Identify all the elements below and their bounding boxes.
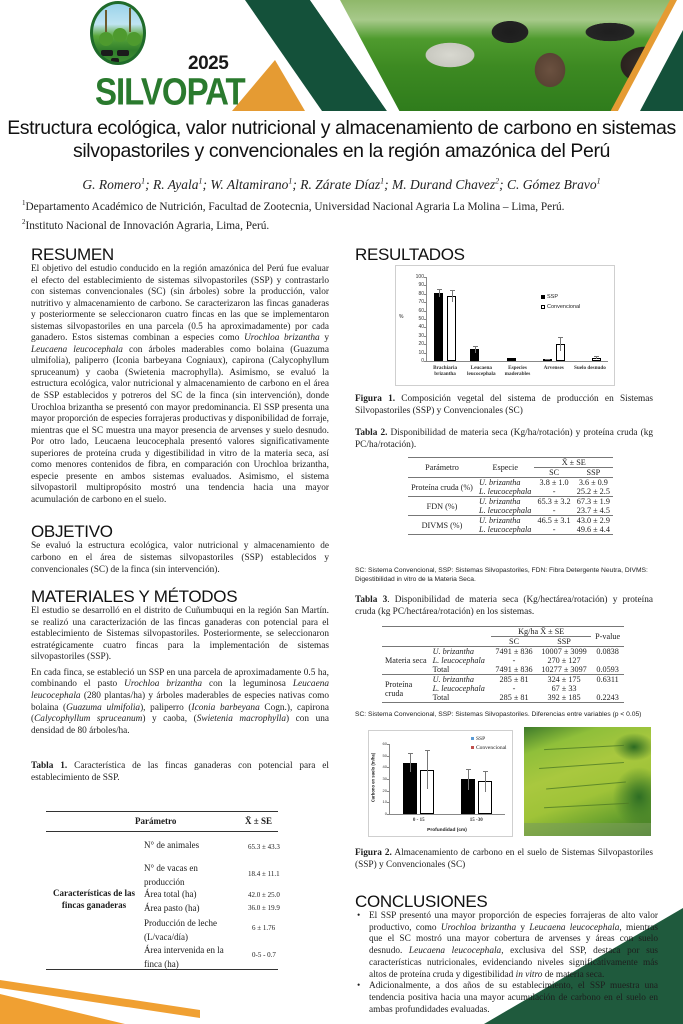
y-tick-label: 60: [418, 307, 424, 314]
y-tick-label: 40: [382, 764, 387, 770]
y-tick-label: 40: [418, 324, 424, 331]
figura2-caption: Figura 2. Almacenamiento de carbono en el suelo de Sistemas Silvopastoriles (SSP) y Convencionales (SC): [355, 848, 653, 870]
tabla1-group-label: Características de las fincas ganaderas: [53, 888, 135, 910]
metodos-para-1: El estudio se desarrolló en el distrito de Cuñumbuqui en la región San Martín. se realizó una caracterización de las fincas ganaderas con potencial para el establecimiento de Sistemas silvopastoriles. Posteriormente, se seleccionaron estratégicamente cuatro fincas para la implementación de sistemas silvopastoriles (SSP).: [31, 606, 329, 663]
tabla1-param: Área pasto (ha): [144, 903, 200, 913]
table-row: Total 7491 ± 836 10277 ± 3097 0.0593: [382, 665, 624, 675]
title-line-2: silvopastoriles y convencionales en la región amazónica del Perú: [73, 140, 610, 162]
figura1-caption: Figura 1. Composición vegetal del sistema de producción en Sistemas Silvopastoriles (SSP) y Convencionales (SC): [355, 394, 653, 416]
tabla2-header-sc: SC: [549, 468, 560, 477]
figura1-legend-ssp: SSP: [541, 294, 558, 300]
tabla2-header-param: Parámetro: [425, 463, 459, 472]
table-row: L. leucocephala - 67 ± 33: [432, 684, 577, 693]
figura1-legend-conv: Convencional: [541, 304, 580, 310]
objetivo-text: Se evaluó la estructura ecológica, valor nutricional y almacenamiento de carbono en el área de sistemas silvopastoriles (SSP) establecidos y convencionales (SC) de la finca (sin intervención).: [31, 541, 329, 575]
tabla1-header-value: X̄ ± SE: [245, 816, 272, 826]
tabla3-header-p: P-value: [595, 632, 621, 641]
tabla2-caption: Tabla 2. Disponibilidad de materia seca (Kg/ha/rotación) y proteína cruda (kg PC/ha/rotación).: [355, 428, 653, 450]
tabla1-param: N° de vacas en producción: [144, 863, 198, 887]
tabla1-caption: Tabla 1. Característica de las fincas ganaderas con potencial para el establecimiento de SSP.: [31, 761, 329, 783]
table-row: DIVMS (%) U. brizantha 46.5 ± 3.1 43.0 ± 2.9: [421, 516, 610, 530]
author: M. Durand Chavez$^2$;: [392, 176, 508, 192]
resumen-heading: RESUMEN: [31, 245, 114, 264]
logo-year: 2025: [188, 53, 229, 74]
y-tick-label: 10: [418, 349, 424, 356]
table-row: L. leucocephala - 49.6 ± 4.4: [408, 525, 613, 535]
tabla1-value: 6 ± 1.76: [252, 924, 276, 932]
x-category-label: 15 -30: [469, 818, 483, 823]
tabla1-value: 65.3 ± 43.3: [248, 843, 280, 851]
affiliation-2: $^2$Instituto Nacional de Innovación Agraria, Lima, Perú.: [22, 218, 270, 232]
tabla3-header-group: Kg/ha X̄ ± SE: [491, 627, 591, 637]
figura2-legend-conv: Convencional: [471, 745, 507, 751]
y-tick-label: 30: [418, 332, 424, 339]
resultados-heading: RESULTADOS: [355, 245, 465, 264]
table-row: FDN (%) U. brizantha 65.3 ± 3.2 67.3 ± 1.9: [426, 497, 610, 511]
conclusion-item: • Adicionalmente, a dos años de su establecimiento, el SSP muestra una tendencia positiva hacia una mayor acumulación de carbono en el suelo en ambas profundidades evaluadas.: [355, 981, 658, 1016]
tabla2-header-species: Especie: [492, 463, 518, 472]
tabla3-caption: Tabla 3. Disponibilidad de materia seca (Kg/hectárea/rotación) y proteína cruda (kg PC/hectárea/rotación) en los sistemas.: [355, 595, 653, 617]
y-tick-label: 0: [384, 811, 387, 816]
x-category-label: Especies maderables: [504, 365, 531, 377]
tabla1-param: Área total (ha): [144, 889, 197, 899]
author: R. Ayala$^1$;: [152, 176, 211, 192]
x-category-label: Arvenses: [543, 365, 564, 371]
tabla2-note: SC: Sistema Convencional, SSP: Sistemas Silvopastoriles, FDN: Fibra Detergente Neutra, DIVMS: Digestibilidad in vitro de la Materia Seca.: [355, 567, 648, 583]
figura2-xlabel: Profundidad (cm): [427, 828, 467, 833]
tabla1-param: Área intervenida en la finca (ha): [144, 945, 224, 969]
tabla1-param: N° de animales: [144, 840, 200, 850]
y-tick-label: 90: [418, 282, 424, 289]
table-row: Materia seca U. brizantha 7491 ± 836 10007 ± 3099 0.0838: [385, 647, 619, 665]
objetivo-heading: OBJETIVO: [31, 522, 113, 542]
figura2-legend-ssp: SSP: [471, 736, 485, 742]
title-line-1: Estructura ecológica, valor nutricional y almacenamiento de carbono en sistemas: [7, 117, 676, 139]
tabla2-header-ssp: SSP: [586, 468, 601, 477]
y-tick-label: 50: [418, 316, 424, 322]
x-category-label: Leucaena leucocephala: [467, 365, 496, 377]
y-tick-label: 30: [382, 776, 387, 781]
y-tick-label: 20: [382, 787, 387, 793]
x-category-label: Brachiaria brizantha: [433, 365, 458, 377]
tabla3-header-sc: SC: [509, 637, 520, 646]
figura1-ylabel: %: [399, 314, 404, 320]
tabla1-value: 36.0 ± 19.9: [248, 904, 280, 912]
tabla1-header-param: Parámetro: [135, 816, 177, 826]
tabla1-value: 18.4 ± 11.1: [248, 870, 280, 878]
y-tick-label: 60: [382, 741, 387, 746]
conclusiones-list: [355, 911, 658, 1016]
metodos-para-2: En cada finca, se estableció un SSP en una parcela de aproximadamente 0.5 ha, combinando el pasto Urochloa brizantha con la leguminosa Leucaena leucocephala (280 plantas/ha) y árboles maderables de especies nativas como bolaina (Guazuma ulmifolia), paliperro (Iconia barbeyana Cogn.), capirona (Calycophyllum spruceanum) y caoba, (Swietenia macrophylla) con una densidad de 80 árboles/ha.: [31, 667, 330, 736]
y-tick-label: 80: [418, 290, 424, 297]
tabla1-value: 42.0 ± 25.0: [248, 891, 280, 899]
figura2-ylabel: Carbono en suelo (tn/ha): [370, 752, 376, 803]
resumen-text: El objetivo del estudio conducido en la región amazónica del Perú fue evaluar el efecto del establecimiento de sistemas silvopastoriles (SSP) y contrastarlo con sistemas convencionales (SC) (sin árboles) sobre la producción, valor nutritivo y almacenamiento de carbono. Se caracterizaron las fincas ganaderas y posteriormente se seleccionaron cuatro fincas en las que se implementaron sistemas silvopastoriles en una parcela (0.5 ha aproximadamente) por cada ganadero. Estos sistemas combinan a especies como Urochloa brizantha y Leucaena leucocephala con árboles maderables como bolaina (Guazuma ulmifolia), paliperro (Iconia barbeyana Cogniaux), capirona (Calycophyllum spruceanum) y caoba (Swietenia macrophylla). Asimismo, se evaluó la estructura ecológica, valor nutricional y almacenamiento de carbono en el área de SSP establecidos y potreros del SC de la finca (sin intervención), donde Urochloa brizantha se presentó con mayor predominancia. El SSP presenta una mayor proporción de especies forrajeras productivas y disponibilidad de forraje, mientras que el SC muestra una mayor presencia de arvenses y suelo desnudo. Por otro lado, Leucaena leucocephala presentó valores significativamente superiores de proteína cruda y digestibilidad in vitro de la materia seca, así como menores contenidos de fibra, en comparación con Urochloa brizantha, especie presente en ambos sistemas evaluados. Asimismo, el sistema silvopastoril multipropósito mostró una tendencia hacia una mayor acumulación de carbono en el suelo.: [31, 264, 329, 505]
author: C. Gómez Bravo$^1$: [507, 176, 601, 192]
table-row: L. leucocephala - 25.2 ± 2.5: [408, 487, 613, 497]
tabla1-value: 0-5 - 0.7: [252, 951, 276, 959]
affiliation-1: $^1$Departamento Académico de Nutrición, Facultad de Zootecnia, Universidad Nacional Agraria La Molina – Lima, Perú.: [22, 199, 565, 213]
tabla1-param: Producción de leche (L/vaca/día): [144, 918, 217, 942]
conclusion-item: • El SSP presentó una mayor proporción de especies forrajeras de alto valor productivo, como Urochloa brizantha y Leucaena leucocephala, mientras que el SC mostró una mayor cobertura de arvenses y áreas con suelo desnudo. Leucaena leucocephala, exclusiva del SSP, destaca por sus características nutricionales, evidenciando niveles significativamente más altos de proteína cruda y digestibilidad in vitro de materia seca.: [355, 911, 658, 981]
tabla2-header-group: X̄ ± SE: [534, 458, 613, 468]
y-tick-label: 0: [421, 358, 424, 364]
tabla3-note: SC: Sistema Convencional, SSP: Sistemas Silvopastoriles. Diferencias entre variables (p < 0.05): [355, 711, 642, 718]
author: R. Zárate Díaz$^1$;: [300, 176, 393, 192]
table-row: L. leucocephala - 270 ± 127: [432, 656, 581, 665]
x-category-label: Suelo desnudo: [573, 365, 606, 371]
author: W. Altamirano$^1$;: [210, 176, 301, 192]
y-tick-label: 100: [415, 274, 424, 280]
table-row: L. leucocephala - 23.7 ± 4.5: [408, 506, 613, 516]
table-row: Proteína cruda (%) U. brizantha 3.8 ± 1.0 3.6 ± 0.9: [411, 478, 608, 492]
y-tick-label: 50: [382, 752, 387, 758]
y-tick-label: 70: [418, 299, 424, 306]
metodos-heading: MATERIALES Y MÉTODOS: [31, 587, 238, 607]
y-tick-label: 20: [418, 341, 424, 348]
logo-name: SILVOPAT: [95, 70, 245, 111]
tabla3-header-ssp: SSP: [557, 637, 571, 646]
author: G. Romero$^1$;: [82, 176, 153, 192]
table-row: Proteína cruda U. brizantha 285 ± 81 324 ± 175 0.6311: [385, 675, 619, 698]
conclusiones-heading: CONCLUSIONES: [355, 892, 488, 911]
y-tick-label: 10: [382, 799, 387, 805]
x-category-label: 0 - 15: [412, 818, 425, 823]
table-row: Total 285 ± 81 392 ± 185 0.2243: [382, 693, 624, 703]
